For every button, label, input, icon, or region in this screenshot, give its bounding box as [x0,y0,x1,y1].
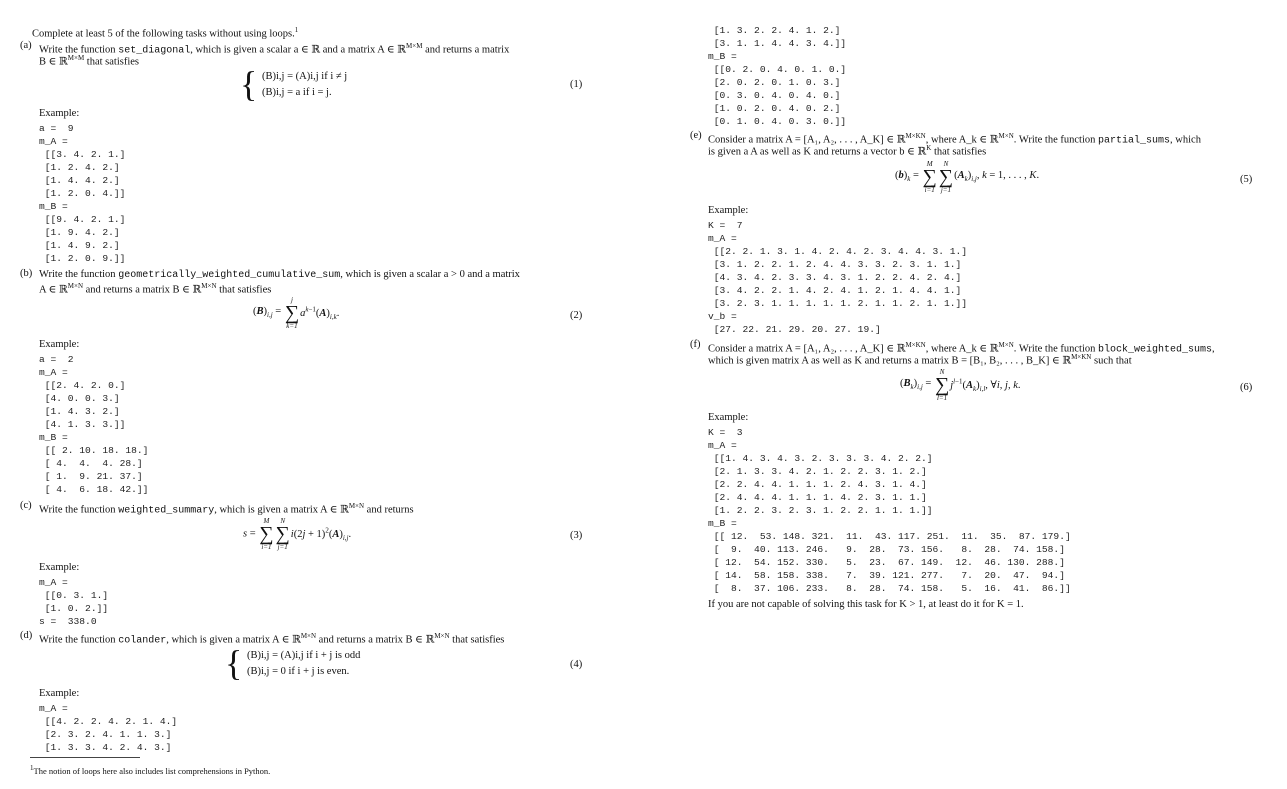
task-f-equation: $(B_k)_{i,j}$ = N ∑ l=1 $j^{l-1}(A_k)_{i,l}$, ∀i, j, k. [900,368,1021,402]
task-b-example-label: Example: [39,339,80,350]
eqno-1: (1) [570,79,583,90]
task-a-code: a = 9 m_A = [[3. 4. 2. 1.] [1. 2. 4. 2.] [1. 4. 4. 2.] [1. 2. 0. 4.]] m_B = [[9. 4. 2. 1.] [1. 9. 4. 2.] [1. 4. 9. 2.] [1. 2. 0. 9.]] [39,123,126,264]
task-c-equation: s = M ∑ i=1 N ∑ j=1 $i(2j + 1)^2(A)_{i,j}$. [243,517,352,551]
eqno-5: (5) [1240,174,1253,185]
func-set-diagonal: set_diagonal [118,45,191,57]
intro-text: Complete at least 5 of the following tasks without using loops.$^1$ [32,26,299,40]
task-c-example-label: Example: [39,562,80,573]
task-e-label: (e) [690,130,702,141]
task-b-line1: Write the function geometrically_weighted_cumulative_sum, which is given a scalar a > 0 and a matrix [39,269,520,281]
task-f-closing: If you are not capable of solving this task for K > 1, at least do it for K = 1. [708,599,1024,610]
task-d-code-right: [1. 3. 2. 2. 4. 1. 2.] [3. 1. 1. 4. 4. 3. 4.]] m_B = [[0. 2. 0. 4. 0. 1. 0.] [2. 0. 2. 0. 1. 0. 3.] [0. 3. 0. 4. 0. 4. 0.] [1. 0. 2. 0. 4. 0. 2.] [0. 1. 0. 4. 0. 3. 0.]] [708,25,847,127]
eqno-6: (6) [1240,382,1253,393]
task-a-eq-line1: (B)i,j = (A)i,j if i ≠ j [262,71,348,82]
task-e-line1: Consider a matrix A = [A₁, A₂, . . . , A_K] ∈ ℝ$^{M\times KN}$, where A_k ∈ ℝ$^{M\times N}$. Write the function partial_sums, which [708,132,1201,147]
task-c-line1: Write the function weighted_summary, which is given a matrix A ∈ ℝ$^{M\times N}$ and returns [39,502,414,517]
func-geometric-sum: geometrically_weighted_cumulative_sum [118,270,341,281]
task-f-example-label: Example: [708,412,749,423]
func-partial-sums: partial_sums [1098,135,1171,147]
task-c-code: m_A = [[0. 3. 1.] [1. 0. 2.]] s = 338.0 [39,577,109,627]
task-d-line1: Write the function colander, which is given a matrix A ∈ ℝ$^{M\times N}$ and returns a matrix B ∈ ℝ$^{M\times N}$ that satisfies [39,632,505,647]
func-weighted-summary: weighted_summary [118,505,215,517]
task-d-example-label: Example: [39,688,80,699]
task-f-label: (f) [690,339,701,350]
task-a-label: (a) [20,40,32,51]
task-f-code: K = 3 m_A = [[1. 4. 3. 4. 3. 2. 3. 3. 3. 4. 2. 2.] [2. 1. 3. 3. 4. 2. 1. 2. 2. 3. 1. 2.] [2. 2. 4. 4. 1. 1. 1. 2. 4. 3. 1. 4.] [2. 4. 4. 4. 1. 1. 1. 4. 2. 3. 1. 1.] [1. 2. 2. 3. 2. 3. 1. 2. 2. 1. 1. 1.]] m_B = [[ 12. 53. 148. 321. 11. 43. 117. 251. 11. 35. 87. 179.] [ 9. 40. 113. 246. 9. 28. 73. 156. 8. 28. 74. 158.] [ 12. 54. 152. 330. 5. 23. 67. 149. 12. 46. 130. 288.] [ 14. 58. 158. 338. 7. 39. 121. 277. 7. 20. 47. 94.] [ 8. 37. 106. 233. 8. 28. 74. 158. 5. 16. 41. 86.]] [708,427,1071,594]
task-b-code: a = 2 m_A = [[2. 4. 2. 0.] [4. 0. 0. 3.] [1. 4. 3. 2.] [4. 1. 3. 3.]] m_B = [[ 2. 10. 18. 18.] [ 4. 4. 4. 28.] [ 1. 9. 21. 37.] [ 4. 6. 18. 42.]] [39,354,149,495]
task-d-brace: { [225,643,243,683]
footnote: $^1$The notion of loops here also includes list comprehensions in Python. [30,764,271,776]
task-a-eq-line2: (B)i,j = a if i = j. [262,87,332,98]
task-f-line1: Consider a matrix A = [A₁, A₂, . . . , A_K] ∈ ℝ$^{M\times KN}$, where A_k ∈ ℝ$^{M\times N}$. Write the function block_weighted_sums, [708,341,1215,356]
eqno-2: (2) [570,310,583,321]
task-a-brace: { [240,64,258,104]
task-b-equation: $(B)_{i,j}$ = j ∑ k=1 $a^{k-1}(A)_{i,k}$. [253,296,340,330]
task-e-line2: is given a A as well as K and returns a vector b ∈ ℝ$^K$ that satisfies [708,144,987,158]
task-d-eq-line2: (B)i,j = 0 if i + j is even. [247,666,350,677]
task-d-label: (d) [20,630,33,641]
task-e-code: K = 7 m_A = [[2. 2. 1. 3. 1. 4. 2. 4. 2. 3. 4. 4. 3. 1.] [3. 1. 2. 2. 1. 2. 4. 4. 3. 3. 2. 3. 1. 1.] [4. 3. 4. 2. 3. 3. 4. 3. 1. 2. 2. 4. 2. 4.] [3. 4. 2. 2. 1. 4. 2. 4. 1. 2. 1. 4. 4. 1.] [3. 2. 3. 1. 1. 1. 1. 1. 2. 1. 1. 2. 1. 1.]] v_b = [27. 22. 21. 29. 20. 27. 19.] [708,220,968,335]
eqno-3: (3) [570,530,583,541]
task-f-line2: which is given matrix A as well as K and returns a matrix B = [B₁, B₂, . . . , B_K] ∈ ℝ$^{M\times KN}$ such that [708,353,1132,367]
task-e-equation: $(b)_k$ = M ∑ i=1 N ∑ j=1 $(A_k)_{i,j}$, k = 1, . . . , K. [895,160,1040,194]
task-a-example-label: Example: [39,108,80,119]
eqno-4: (4) [570,659,583,670]
task-d-code-left: m_A = [[4. 2. 2. 4. 2. 1. 4.] [2. 3. 2. 4. 1. 1. 3.] [1. 3. 3. 4. 2. 4. 3.] [39,703,178,753]
task-a-line2: B ∈ ℝ$^{M\times M}$ that satisfies [39,54,139,68]
footnote-rule [30,757,140,758]
task-b-label: (b) [20,268,33,279]
func-block-weighted-sums: block_weighted_sums [1098,344,1213,356]
func-colander: colander [118,635,167,647]
task-e-example-label: Example: [708,205,749,216]
task-c-label: (c) [20,500,32,511]
task-a-line1: Write the function set_diagonal, which is given a scalar a ∈ ℝ and a matrix A ∈ ℝ$^{M\times M}$ and returns a matrix [39,42,510,57]
task-d-eq-line1: (B)i,j = (A)i,j if i + j is odd [247,650,361,661]
task-b-line2: A ∈ ℝ$^{M\times N}$ and returns a matrix B ∈ ℝ$^{M\times N}$ that satisfies [39,282,272,296]
